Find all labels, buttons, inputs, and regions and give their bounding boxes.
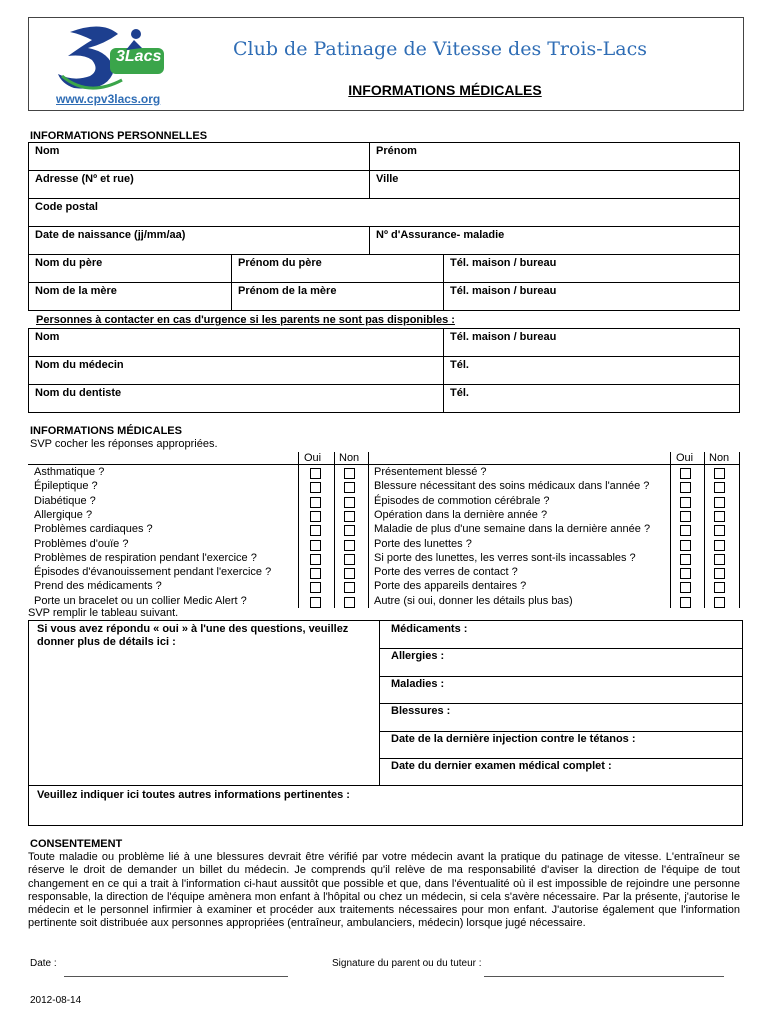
emergency-grid — [28, 328, 740, 413]
right-yes-checkbox[interactable] — [680, 468, 691, 479]
field-dentiste-tel[interactable]: Tél. — [443, 385, 739, 413]
column-divider — [704, 452, 705, 608]
detail-row-line — [379, 648, 742, 649]
date-label: Date : — [30, 958, 57, 969]
left-yes-checkbox[interactable] — [310, 582, 321, 593]
left-question: Diabétique ? — [34, 494, 96, 507]
right-yes-checkbox[interactable] — [680, 525, 691, 536]
right-yes-checkbox[interactable] — [680, 597, 691, 608]
personal-info-grid — [28, 142, 740, 311]
field-prenom-mere[interactable]: Prénom de la mère — [231, 283, 443, 311]
right-no-checkbox[interactable] — [714, 468, 725, 479]
detail-field-label[interactable]: Date de la dernière injection contre le tétanos : — [391, 732, 636, 745]
consent-text: Toute maladie ou problème lié à une blessures devrait être vérifié par votre médecin avant la pratique du patinage de vitesse. L'entraîneur se réserve le droit de demander un billet du médecin. Je comprends qu'il relève de ma responsabilité d'aviser la direction de l'équipe de tout changement en ce qui a trait à l'information ci-haut aussitôt que possible et que, dans l'éventualité où il est impossible de rejoindre une personne responsable, la direction de l'équipe amènera mon enfant à l'hôpital ou chez un médecin, si cela s'avère nécessaire. Par la présente, j'autorise le médecin et le personnel infirmier à examiner et procéder aux traitements nécessaires pour mon enfant. J'autorise également que l'information pertinente soit distribuée aux personnes appropriées (entraîneur, ambulanciers, médecin) lorsque jugé nécessaire. — [28, 851, 740, 930]
left-question: Allergique ? — [34, 508, 93, 521]
personal-section-title: INFORMATIONS PERSONNELLES — [30, 130, 208, 142]
right-no-checkbox[interactable] — [714, 568, 725, 579]
emergency-title: Personnes à contacter en cas d'urgence si les parents ne sont pas disponibles : — [36, 314, 455, 326]
form-title: INFORMATIONS MÉDICALES — [348, 82, 542, 98]
form-row — [29, 283, 739, 311]
left-no-checkbox[interactable] — [344, 597, 355, 608]
field-dentiste[interactable]: Nom du dentiste — [35, 387, 122, 399]
right-yes-checkbox[interactable] — [680, 554, 691, 565]
form-row — [29, 227, 739, 255]
right-question: Maladie de plus d'une semaine dans la dernière année ? — [374, 523, 651, 536]
club-logo — [40, 18, 180, 110]
signature-line[interactable] — [484, 976, 724, 977]
form-row — [29, 385, 739, 413]
column-divider — [334, 452, 335, 608]
field-prenom-pere[interactable]: Prénom du père — [231, 255, 443, 282]
right-yes-checkbox[interactable] — [680, 540, 691, 551]
medical-instruction: SVP cocher les réponses appropriées. — [30, 438, 218, 450]
medical-section-title: INFORMATIONS MÉDICALES — [30, 425, 182, 437]
left-yes-checkbox[interactable] — [310, 497, 321, 508]
form-row — [29, 329, 739, 357]
field-tel-pere[interactable]: Tél. maison / bureau — [443, 255, 739, 282]
left-question: Problèmes cardiaques ? — [34, 523, 153, 536]
left-yes-checkbox[interactable] — [310, 597, 321, 608]
field-medecin[interactable]: Nom du médecin — [35, 359, 124, 371]
document-date: 2012-08-14 — [30, 995, 82, 1006]
left-question: Épileptique ? — [34, 480, 98, 493]
left-no-checkbox[interactable] — [344, 468, 355, 479]
other-info-label[interactable]: Veuillez indiquer ici toutes autres informations pertinentes : — [37, 789, 350, 801]
detail-row-line — [379, 703, 742, 704]
left-no-checkbox[interactable] — [344, 482, 355, 493]
form-row — [29, 199, 739, 227]
right-no-checkbox[interactable] — [714, 525, 725, 536]
left-yes-checkbox[interactable] — [310, 525, 321, 536]
details-table — [28, 620, 743, 826]
right-question: Porte des appareils dentaires ? — [374, 580, 527, 593]
left-no-header: Non — [339, 452, 360, 464]
form-row — [29, 255, 739, 283]
left-yes-checkbox[interactable] — [310, 568, 321, 579]
field-assurance-maladie[interactable]: Nº d'Assurance- maladie — [369, 227, 739, 254]
right-no-checkbox[interactable] — [714, 597, 725, 608]
right-no-checkbox[interactable] — [714, 511, 725, 522]
left-yes-header: Oui — [304, 452, 322, 464]
left-no-checkbox[interactable] — [344, 554, 355, 565]
column-divider — [670, 452, 671, 608]
column-divider — [739, 452, 740, 608]
field-contact-tel[interactable]: Tél. maison / bureau — [443, 329, 739, 356]
left-yes-checkbox[interactable] — [310, 482, 321, 493]
detail-field-label[interactable]: Date du dernier examen médical complet : — [391, 760, 612, 772]
details-prompt: Si vous avez répondu « oui » à l'une des questions, veuillez donner plus de détails ici : — [37, 623, 349, 648]
form-row — [29, 143, 739, 171]
left-no-checkbox[interactable] — [344, 497, 355, 508]
right-no-checkbox[interactable] — [714, 540, 725, 551]
detail-field-label[interactable]: Blessures : — [391, 705, 451, 718]
left-no-checkbox[interactable] — [344, 511, 355, 522]
field-contact-nom[interactable]: Nom — [35, 331, 60, 343]
field-date-naissance[interactable]: Date de naissance (jj/mm/aa) — [35, 229, 186, 241]
field-medecin-tel[interactable]: Tél. — [443, 357, 739, 384]
right-question: Épisodes de commotion cérébrale ? — [374, 494, 550, 507]
detail-field-label[interactable]: Allergies : — [391, 650, 445, 663]
left-no-checkbox[interactable] — [344, 525, 355, 536]
right-yes-checkbox[interactable] — [680, 482, 691, 493]
field-prenom[interactable]: Prénom — [369, 143, 739, 170]
detail-field-label[interactable]: Médicaments : — [391, 623, 468, 635]
right-question: Porte des verres de contact ? — [374, 566, 518, 579]
detail-field-label[interactable]: Maladies : — [391, 677, 445, 690]
column-divider — [298, 452, 299, 608]
right-no-checkbox[interactable] — [714, 497, 725, 508]
right-yes-checkbox[interactable] — [680, 582, 691, 593]
left-question: Problèmes de respiration pendant l'exercice ? — [34, 551, 257, 564]
field-code-postal[interactable]: Code postal — [35, 201, 98, 213]
website-link[interactable]: www.cpv3lacs.org — [56, 92, 161, 106]
detail-row-line — [379, 676, 742, 677]
right-yes-header: Oui — [676, 452, 694, 464]
table-instruction: SVP remplir le tableau suivant. — [28, 607, 179, 619]
field-nom-mere[interactable]: Nom de la mère — [35, 285, 117, 297]
date-line[interactable] — [64, 976, 288, 977]
left-no-checkbox[interactable] — [344, 540, 355, 551]
consent-title: CONSENTEMENT — [30, 838, 123, 850]
form-row — [29, 171, 739, 199]
right-no-header: Non — [709, 452, 730, 464]
right-no-checkbox[interactable] — [714, 554, 725, 565]
left-question: Prend des médicaments ? — [34, 580, 162, 593]
club-name: Club de Patinage de Vitesse des Trois-Lacs — [232, 38, 648, 60]
left-yes-checkbox[interactable] — [310, 468, 321, 479]
right-no-checkbox[interactable] — [714, 482, 725, 493]
right-question: Autre (si oui, donner les détails plus bas) — [374, 594, 573, 607]
left-no-checkbox[interactable] — [344, 582, 355, 593]
left-no-checkbox[interactable] — [344, 568, 355, 579]
left-question: Asthmatique ? — [34, 466, 105, 478]
form-row — [29, 357, 739, 385]
right-question: Présentement blessé ? — [374, 466, 487, 478]
left-question: Problèmes d'ouïe ? — [34, 537, 129, 550]
signature-label: Signature du parent ou du tuteur : — [332, 958, 482, 969]
left-question: Porte un bracelet ou un collier Medic Alert ? — [34, 594, 247, 607]
field-adresse[interactable]: Adresse (Nº et rue) — [35, 173, 134, 185]
field-nom-pere[interactable]: Nom du père — [35, 257, 103, 269]
field-ville[interactable]: Ville — [369, 171, 739, 198]
right-yes-checkbox[interactable] — [680, 497, 691, 508]
right-yes-checkbox[interactable] — [680, 568, 691, 579]
field-tel-mere[interactable]: Tél. maison / bureau — [443, 283, 739, 311]
logo-text: 3Lacs — [116, 48, 162, 65]
right-question: Si porte des lunettes, les verres sont-ils incassables ? — [374, 551, 636, 564]
right-question: Porte des lunettes ? — [374, 537, 472, 550]
left-yes-checkbox[interactable] — [310, 540, 321, 551]
column-divider — [368, 452, 369, 608]
right-question: Opération dans la dernière année ? — [374, 508, 548, 521]
detail-row-line — [379, 731, 742, 732]
left-yes-checkbox[interactable] — [310, 554, 321, 565]
other-info-line — [29, 785, 742, 786]
left-question: Épisodes d'évanouissement pendant l'exercice ? — [34, 566, 272, 579]
right-no-checkbox[interactable] — [714, 582, 725, 593]
right-yes-checkbox[interactable] — [680, 511, 691, 522]
medical-checklist — [28, 452, 740, 608]
field-nom[interactable]: Nom — [35, 145, 60, 157]
right-question: Blessure nécessitant des soins médicaux dans l'année ? — [374, 480, 650, 493]
checklist-header-line — [28, 464, 740, 465]
left-yes-checkbox[interactable] — [310, 511, 321, 522]
detail-row-line — [379, 758, 742, 759]
